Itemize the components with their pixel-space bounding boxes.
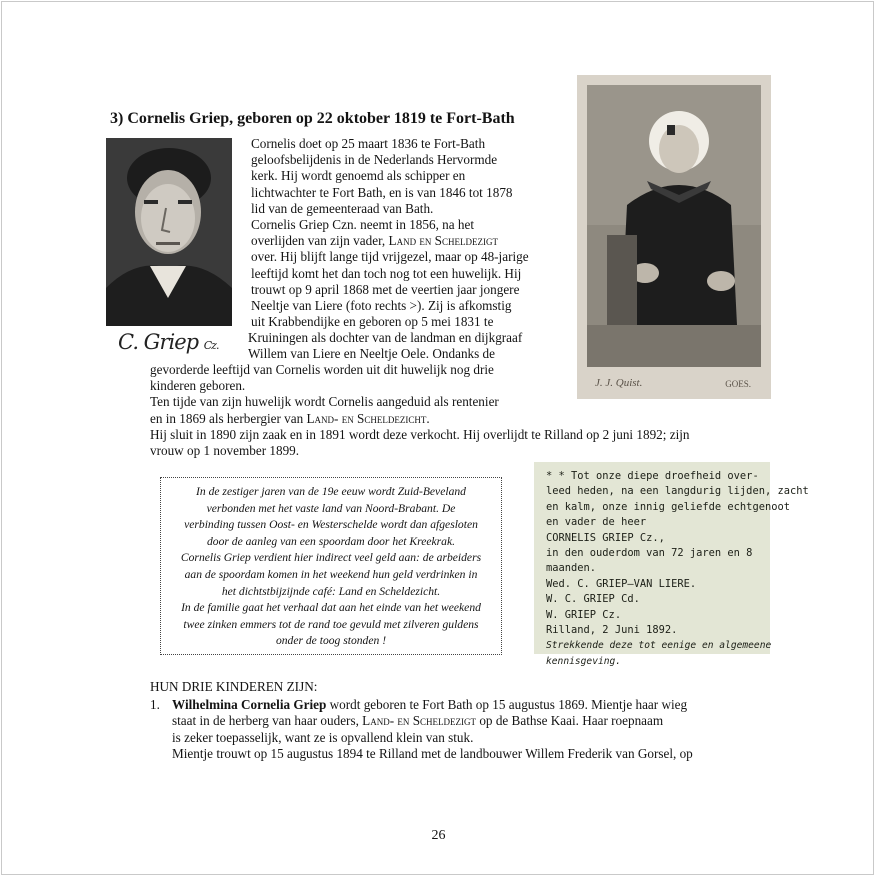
photo-city: GOES. — [725, 379, 751, 389]
section-heading: 3) Cornelis Griep, geboren op 22 oktober 1819 te Fort-Bath — [110, 110, 515, 127]
children-born-paragraph: gevorderde leeftijd van Cornelis worden uit dit huwelijk nog drie kinderen geboren. Ten tijde van zijn huwelijk wordt Cornelis aangeduid als rentenier en in 1869 als herbergier van Land- en Scheldezicht. Hij sluit in 1890 zijn zaak en in 1891 wordt deze verkocht. Hij overlijdt te Rilland op 2 juni 1892; zijn vrouw op 1 november 1899. — [150, 362, 690, 458]
page-number: 26 — [431, 828, 446, 843]
signature: C. Griep Cz. — [118, 330, 219, 354]
death-notice-clipping: * * Tot onze diepe droefheid over- leed heden, na een langdurig lijden, zacht en kalm, onze innig geliefde echtgenoot en vader de heer CORNELIS GRIEP Cz., in den ouderdom van 72 jaren en 8 maanden. Wed. C. GRIEP—VAN LIERE. W. C. GRIEP Cd. W. GRIEP Cz. Rilland, 2 Juni 1892. Strekkende deze tot eenige en algemeene kennisgeving. — [534, 462, 770, 654]
spoordam-story-box: In de zestiger jaren van de 19e eeuw wordt Zuid-Beveland verbonden met het vaste land van Noord-Brabant. De verbinding tussen Oost- en Westerschelde wordt dan afgesloten door de aanleg van een spoordam door het Kreekrak. Cornelis Griep verdient hier indirect veel geld aan: de arbeiders aan de spoordam komen in het weekend hun geld verdrinken in het dichtstbijzijnde café: Land en Scheldezicht. In de familie gaat het verhaal dat aan het einde van het weekend twee zinken emmers tot de rand toe gevuld met zilveren guldens onder de toog stonden ! — [160, 477, 502, 655]
photo-neeltje-van-liere — [577, 75, 771, 399]
children-list-item-1: 1. Wilhelmina Cornelia Griep wordt geboren te Fort Bath op 15 augustus 1869. Mientje haar wieg staat in de herberg van haar ouders, Land- en Scheldezigt op de Bathse Kaai. Haar roepnaam is zeker toepasselijk, want ze is opvallend klein van stuk. Mientje trouwt op 15 augustus 1894 te Rilland met de landbouwer Willem Frederik van Gorsel, op — [150, 697, 693, 762]
intro-paragraph: Cornelis doet op 25 maart 1836 te Fort-Bath geloofsbelijdenis in de Nederlands Hervormde kerk. Hij wordt genoemd als schipper en lichtwachter te Fort Bath, en is van 1846 tot 1878 lid van de gemeenteraad van Bath. Cornelis Griep Czn. neemt in 1856, na het overlijden van zijn vader, Land en Scheldezigt over. Hij blijft lange tijd vrijgezel, maar op 48-jarige leeftijd komt het dan toch nog tot een huwelijk. Hij trouwt op 9 april 1868 met de veertien jaar jongere Neeltje van Liere (foto rechts >). Zij is afkomstig uit Krabbendijke en geboren op 5 mei 1831 te — [251, 136, 529, 330]
photo-studio-name: J. J. Quist. — [595, 377, 643, 389]
children-heading: HUN DRIE KINDEREN ZIJN: — [150, 679, 318, 694]
portrait-cornelis-photo — [106, 138, 232, 326]
marriage-paragraph: Kruiningen als dochter van de landman en dijkgraaf Willem van Liere en Neeltje Oele. Ondanks de — [248, 330, 523, 362]
